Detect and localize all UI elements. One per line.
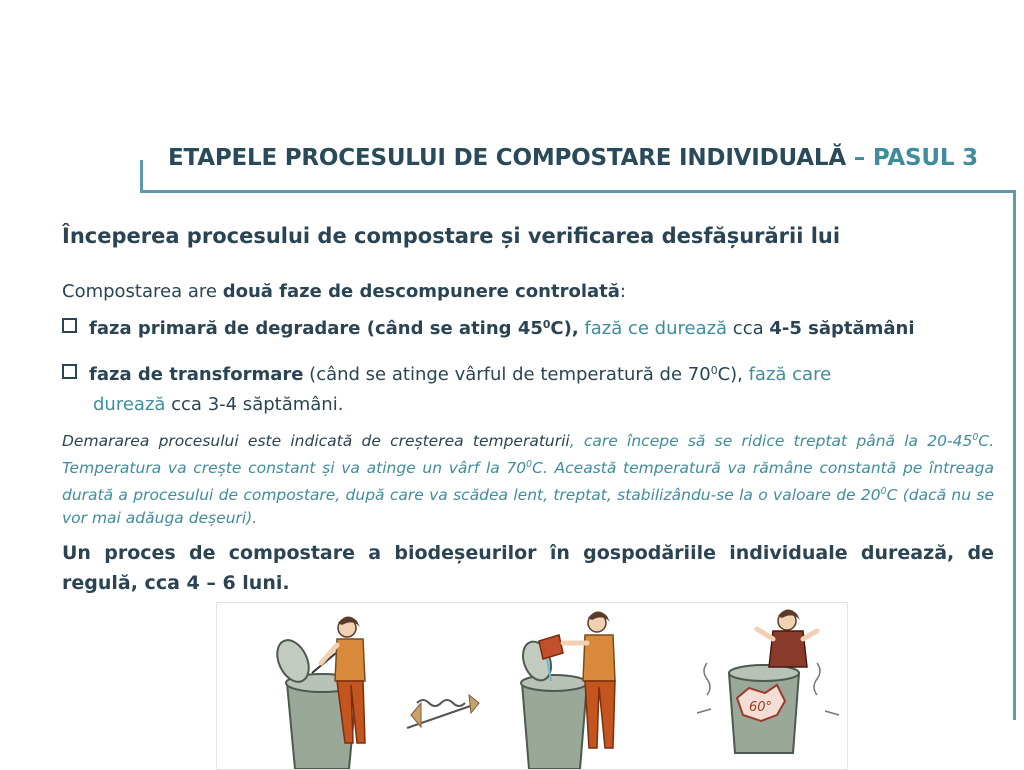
phase-transform-normal-end: C), [717,364,743,385]
page-title [168,145,978,171]
note-part4: C (dacă nu se vor mai adăuga deșeuri). [62,486,994,527]
phase-transform-line2 [62,390,994,420]
phase-transform-normal: (când se atinge vârful de temperatură de 70 [303,364,711,385]
phase-transform-bold: faza de transformare [89,364,304,385]
phase-transform-duration: cca 3-4 săptămâni. [165,394,344,415]
frame-right-line [1013,190,1016,720]
title-main: ETAPELE PROCESULUI DE COMPOSTARE INDIVIDUALĂ [168,145,846,171]
intro-end: : [619,281,626,302]
phase-primary-duration: 4-5 săptămâni [769,318,915,339]
note-part3: C. Această temperatură va rămâne constantă pe întreaga durată a procesului de compostare, după care va scădea lent, treptat, stabilizându-se la o valoare de 20 [62,459,994,504]
phase-transform-teal2: durează [93,394,166,415]
note-part1: , care începe să se ridice treptat până la 20-45 [569,432,973,450]
phase-primary-sup: 0 [542,318,551,331]
note-part2: C. Temperatura va crește constant și va atinge un vârf la 70 [62,432,995,477]
conclusion-text: Un proces de compostare a biodeșeurilor în gospodăriile individuale durează, de regulă, cca 4 – 6 luni. [62,542,994,594]
section-subtitle: Începerea procesului de compostare și verificarea desfășurării lui [62,224,841,248]
phase-item-primary [62,318,994,339]
illustration-svg [217,603,847,769]
frame-left-line [140,160,143,193]
note-sup3: 0 [880,486,887,497]
checkbox-bullet-icon [62,364,77,379]
compost-illustration [216,602,848,770]
intro-bold: două faze de descompunere controlată [222,281,620,302]
title-dash: – [845,145,873,171]
process-note [62,426,994,530]
intro-text: Compostarea are [62,281,223,302]
aerator-tool-icon [407,695,479,728]
note-sup2: 0 [526,459,533,470]
phase-transform-sup: 0 [710,364,718,377]
phase-primary-bold-end: C), [550,318,579,339]
compost-bin-icon [518,638,587,769]
intro-line [62,281,626,302]
note-sup1: 0 [972,432,979,443]
person-3-icon [757,609,817,667]
frame-bottom-line [140,190,1016,193]
title-step: PASUL 3 [872,145,978,171]
phase-primary-normal: cca [732,318,770,339]
note-lead: Demararea procesului este indicată de creșterea temperaturii [62,432,570,450]
checkbox-bullet-icon [62,318,77,333]
phase-item-transformation [62,356,994,420]
temperature-label: 60° [749,700,773,715]
phase-primary-teal: fază ce durează [578,318,733,339]
phase-transform-teal: fază care [742,364,832,385]
phase-primary-bold: faza primară de degradare (când se ating 45 [89,318,543,339]
